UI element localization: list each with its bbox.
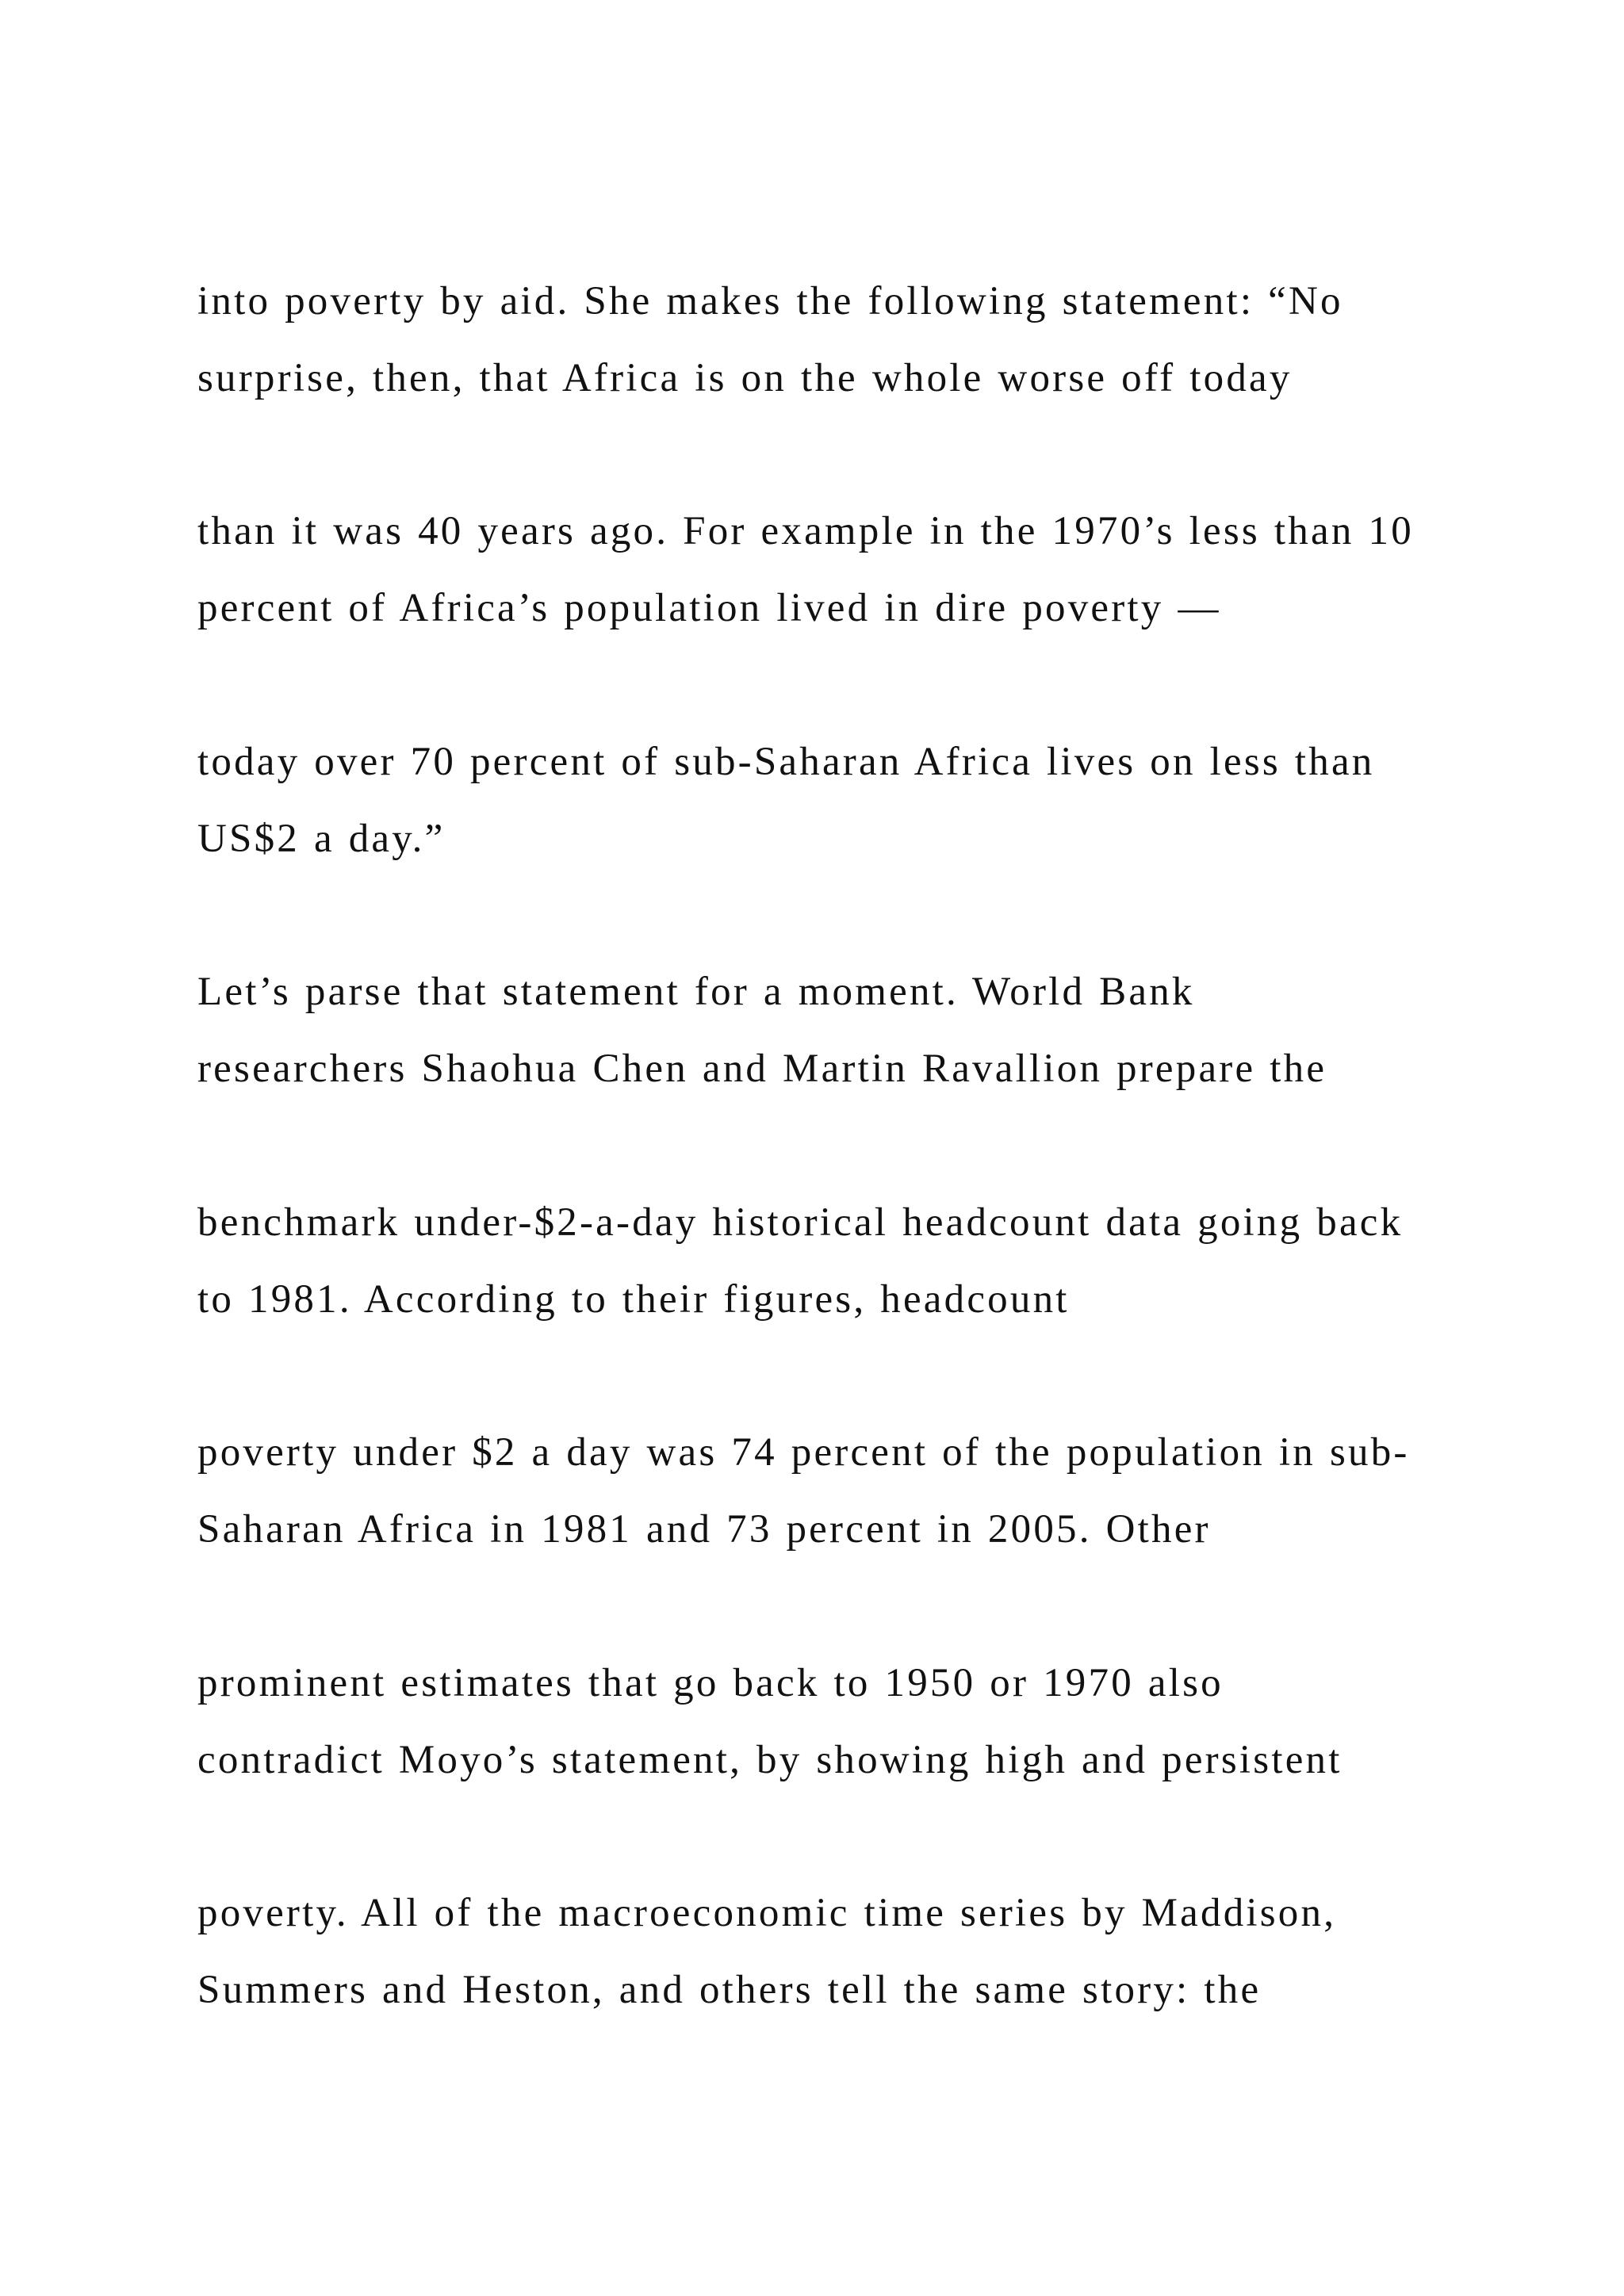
text-line: US$2 a day.”	[197, 817, 446, 861]
text-line: than it was 40 years ago. For example in the 1970’s less than 10	[197, 509, 1414, 553]
text-line: today over 70 percent of sub-Saharan Africa lives on less than	[197, 740, 1375, 784]
text-line: Summers and Heston, and others tell the same story: the	[197, 1968, 1262, 2012]
text-line: percent of Africa’s population lived in dire poverty —	[197, 586, 1221, 630]
text-line: poverty under $2 a day was 74 percent of the population in sub-	[197, 1430, 1410, 1475]
text-line: poverty. All of the macroeconomic time series by Maddison,	[197, 1891, 1337, 1935]
text-line: to 1981. According to their figures, headcount	[197, 1277, 1070, 1322]
text-line: prominent estimates that go back to 1950 or 1970 also	[197, 1661, 1224, 1705]
text-line: Saharan Africa in 1981 and 73 percent in 2005. Other	[197, 1507, 1211, 1552]
text-line: surprise, then, that Africa is on the whole worse off today	[197, 356, 1293, 400]
text-line: into poverty by aid. She makes the following statement: “No	[197, 279, 1343, 323]
text-line: benchmark under-$2-a-day historical headcount data going back	[197, 1200, 1404, 1245]
text-line: researchers Shaohua Chen and Martin Ravallion prepare the	[197, 1047, 1327, 1091]
text-line: Let’s parse that statement for a moment. World Bank	[197, 970, 1195, 1014]
text-line: contradict Moyo’s statement, by showing high and persistent	[197, 1738, 1342, 1782]
